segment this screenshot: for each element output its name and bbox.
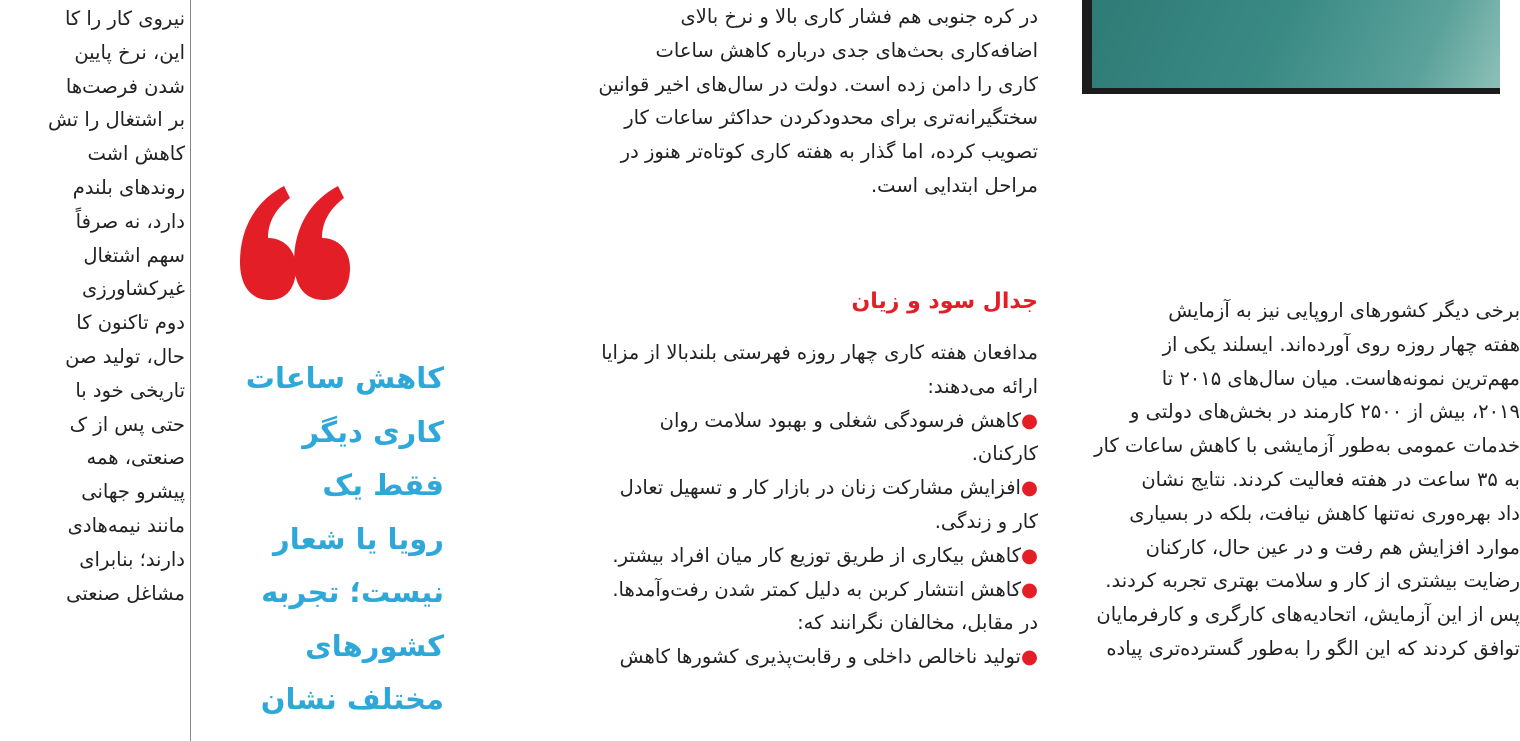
body-line: داد بهره‌وری نه‌تنها کاهش نیافت، بلکه در بسیاری: [1129, 501, 1520, 525]
bullet-icon: ●: [1020, 645, 1038, 669]
body-line: مراحل ابتدایی است.: [870, 173, 1038, 197]
article-image: [1082, 0, 1500, 94]
bullet-item: ●کاهش بیکاری از طریق توزیع کار میان افراد بیشتر.: [612, 543, 1038, 567]
left-column-line: روندهای بلندم: [72, 175, 185, 199]
body-line: هفته چهار روزه روی آورده‌اند. ایسلند یکی از: [1162, 332, 1520, 356]
left-column-line: مشاغل صنعتی: [66, 581, 185, 605]
body-line: تصویب کرده، اما گذار به هفته کاری کوتاه‌تر هنوز در: [620, 140, 1038, 164]
body-line: کاری را دامن زده است. دولت در سال‌های اخیر قوانین: [598, 72, 1038, 96]
pullquote-line: رویا یا شعار: [273, 521, 444, 556]
left-column-line: غیرکشاورزی: [82, 277, 185, 301]
body-line: مدافعان هفته کاری چهار روزه فهرستی بلندبالا از مزایا: [601, 341, 1038, 364]
body-line: کارکنان.: [971, 442, 1038, 466]
left-column-line: مانند نیمه‌هادی: [67, 513, 185, 537]
body-line: موارد افزایش هم رفت و در عین حال، کارکنان: [1145, 535, 1520, 559]
right-column: [1090, 294, 1520, 741]
section-heading: جدال سود و زیان: [851, 289, 1038, 314]
bullet-icon: ●: [1020, 408, 1038, 432]
body-line: سختگیرانه‌تری برای محدودکردن حداکثر ساعات کار: [624, 106, 1038, 130]
left-column-line: دوم تاکنون کا: [76, 311, 185, 335]
body-line: به ۳۵ ساعت در هفته فعالیت کردند. نتایج نشان: [1141, 467, 1520, 491]
column-divider: [190, 0, 191, 741]
pullquote-line: کاری دیگر: [302, 414, 444, 449]
article-image-content: [1092, 0, 1500, 88]
body-line: کار و زندگی.: [934, 509, 1038, 533]
left-column-line: دارند؛ بنابرای: [79, 547, 185, 571]
body-line: پس از این آزمایش، اتحادیه‌های کارگری و کارفرمایان: [1096, 603, 1520, 627]
bullet-item: ●کاهش فرسودگی شغلی و بهبود سلامت روان: [659, 408, 1038, 432]
bullet-item: ●افزایش مشارکت زنان در بازار کار و تسهیل تعادل: [619, 476, 1038, 500]
body-line: مهم‌ترین نمونه‌هاست. میان سال‌های ۲۰۱۵ تا: [1161, 366, 1520, 390]
left-column-line: کاهش اشت: [87, 142, 185, 166]
body-line: در مقابل، مخالفان نگرانند که:: [797, 611, 1038, 635]
body-line: در کره جنوبی هم فشار کاری بالا و نرخ بالای: [680, 5, 1038, 28]
left-column-line: حتی پس از ک: [69, 412, 185, 436]
left-column-line: سهم اشتغال: [83, 243, 185, 267]
pullquote-line: مختلف نشان: [260, 682, 444, 716]
bullet-item: ●تولید ناخالص داخلی و رقابت‌پذیری کشورها کاهش: [619, 645, 1038, 669]
left-column-line: این، نرخ پایین: [74, 40, 185, 64]
left-column-line: بر اشتغال را تش: [47, 108, 185, 132]
left-column-line: نیروی کار را کا: [64, 7, 185, 30]
left-column-line: پیشرو جهانی: [81, 480, 185, 504]
pullquote-line: کاهش ساعات: [245, 361, 444, 395]
body-line: رضایت بیشتری از کار و سلامت بهتری تجربه کردند.: [1105, 569, 1520, 593]
body-line: اضافه‌کاری بحث‌های جدی درباره کاهش ساعات: [655, 38, 1038, 62]
quote-mark-icon: [240, 150, 350, 300]
body-line: ارائه می‌دهند:: [927, 374, 1038, 398]
pullquote-line: نیست؛ تجربه: [261, 575, 444, 609]
body-line: برخی دیگر کشورهای اروپایی نیز به آزمایش: [1168, 299, 1520, 322]
body-line: ۲۰۱۹، بیش از ۲۵۰۰ کارمند در بخش‌های دولتی و: [1130, 400, 1520, 424]
right-column-text: [1090, 294, 1520, 666]
left-column-line: صنعتی، همه: [86, 446, 185, 470]
left-column: [0, 2, 185, 610]
left-column-line: تاریخی خود با: [75, 378, 185, 402]
bullet-icon: ●: [1020, 577, 1038, 601]
left-column-line: دارد، نه صرفاً: [75, 209, 185, 233]
left-column-line: شدن فرصت‌ها: [65, 74, 185, 98]
bullet-icon: ●: [1020, 543, 1038, 567]
bullet-icon: ●: [1020, 476, 1038, 500]
middle-column-intro: [500, 0, 1038, 203]
pullquote-line: کشورهای: [305, 628, 444, 663]
pullquote: [236, 352, 444, 727]
middle-column-body: [500, 336, 1038, 674]
bullet-item: ●کاهش انتشار کربن به دلیل کمتر شدن رفت‌وآمدها.: [612, 577, 1038, 601]
pullquote-line: فقط یک: [322, 468, 444, 502]
body-line: توافق کردند که این الگو را به‌طور گسترده‌تری پیاده: [1106, 636, 1520, 660]
left-column-line: حال، تولید صن: [65, 344, 185, 368]
body-line: خدمات عمومی به‌طور آزمایشی با کاهش ساعات کار: [1094, 434, 1520, 458]
